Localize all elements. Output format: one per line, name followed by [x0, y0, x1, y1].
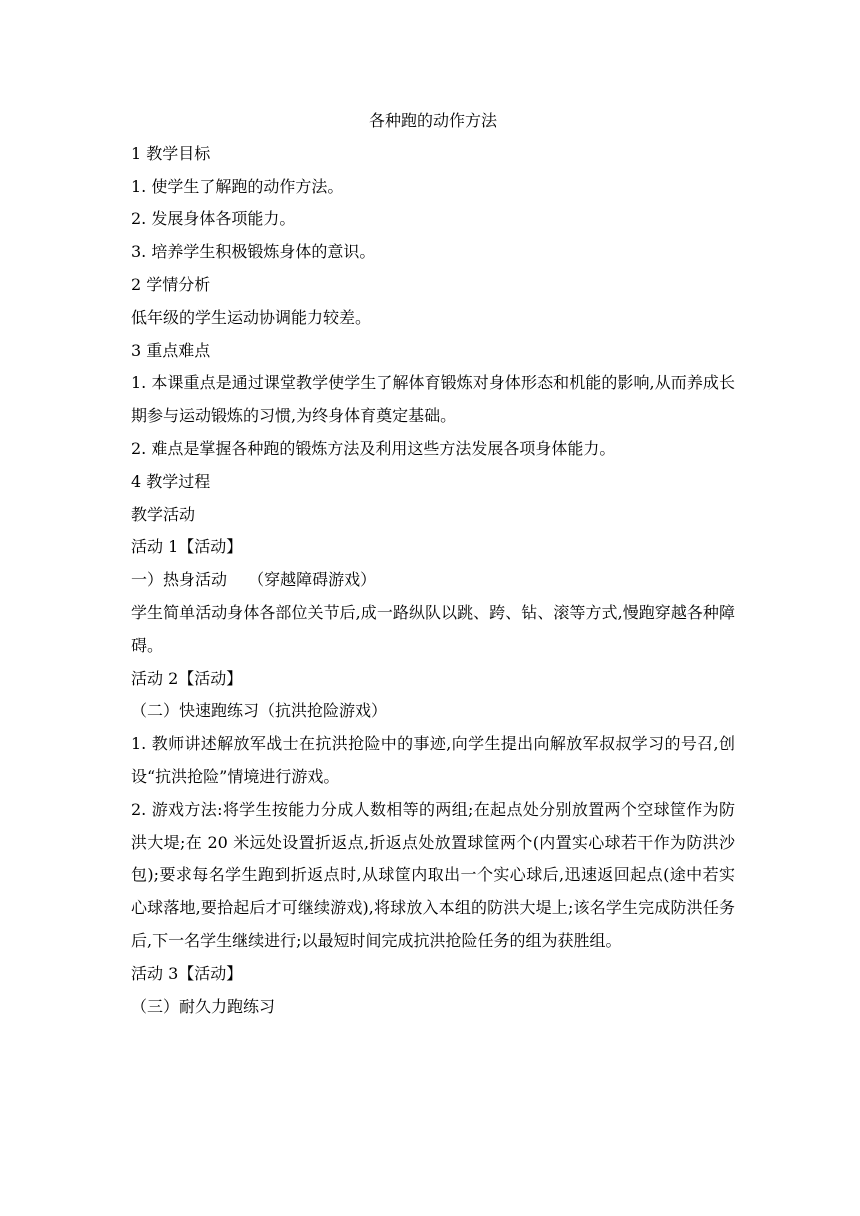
activity-2-label: 活动 2【活动】: [131, 668, 243, 688]
fast-run-paragraph-2: 2. 游戏方法:将学生按能力分成人数相等的两组;在起点处分别放置两个空球筐作为防洪大堤;在 20 米远处设置折返点,折返点处放置球筐两个(内置实心球若干作为防洪沙包);要求每名学生跑到折返点时,从球筐内取出一个实心球后,迅速返回起点(途中若实心球落地,要拾起后才可继续游戏),将球放入本组的防洪大堤上;该名学生完成防洪任务后,下一名学生继续进行;以最短时间完成抗洪抢险任务的组为获胜组。: [131, 799, 735, 950]
difficulty-point: 2. 难点是掌握各种跑的锻炼方法及利用这些方法发展各项身体能力。: [131, 438, 616, 458]
heading-key-points: 3 重点难点: [131, 340, 211, 360]
warmup-paragraph: 学生简单活动身体各部位关节后,成一路纵队以跳、跨、钻、滚等方式,慢跑穿越各种障碍。: [131, 602, 735, 655]
student-analysis-text: 低年级的学生运动协调能力较差。: [131, 307, 372, 327]
heading-student-analysis: 2 学情分析: [131, 274, 211, 294]
key-point-paragraph: 1. 本课重点是通过课堂教学使学生了解体育锻炼对身体形态和机能的影响,从而养成长期参与运动锻炼的习惯,为终身体育奠定基础。: [131, 373, 735, 426]
activity-1-label: 活动 1【活动】: [131, 537, 243, 557]
endurance-run-heading: （三）耐久力跑练习: [131, 996, 276, 1016]
goal-item-1: 1. 使学生了解跑的动作方法。: [131, 176, 344, 196]
document-body: [131, 105, 735, 1023]
subheading-teaching-activities: 教学活动: [131, 504, 196, 524]
fast-run-paragraph-1: 1. 教师讲述解放军战士在抗洪抢险中的事迹,向学生提出向解放军叔叔学习的号召,创设“抗洪抢险”情境进行游戏。: [131, 734, 735, 786]
goal-item-2: 2. 发展身体各项能力。: [131, 209, 296, 229]
activity-3-label: 活动 3【活动】: [131, 963, 243, 983]
heading-teaching-process: 4 教学过程: [131, 471, 211, 491]
warmup-heading: 一）热身活动 （穿越障碍游戏）: [131, 570, 377, 590]
document-title: 各种跑的动作方法: [368, 111, 497, 130]
heading-teaching-goals: 1 教学目标: [131, 143, 211, 163]
fast-run-heading: （二）快速跑练习（抗洪抢险游戏）: [131, 701, 388, 721]
goal-item-3: 3. 培养学生积极锻炼身体的意识。: [131, 242, 376, 262]
